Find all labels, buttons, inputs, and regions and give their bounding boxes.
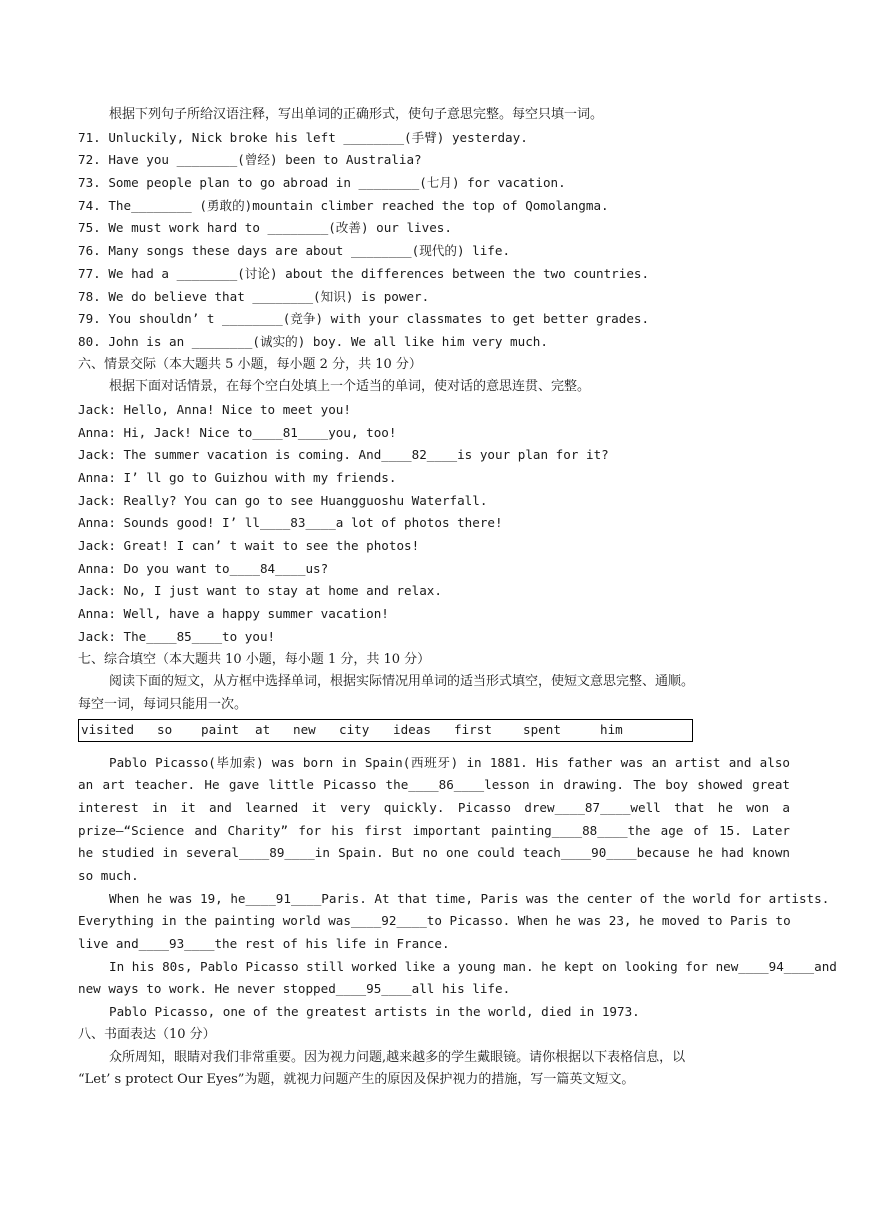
section7-instruction-line2: 每空一词，每词只能用一次。 [78,696,248,712]
vocab-items [78,127,790,354]
word-bank-item: new [293,721,316,737]
passage-line: new ways to work. He never stopped____95____all his life. [78,981,511,997]
section6-heading: 六、情景交际（本大题共 5 小题，每小题 2 分，共 10 分） [78,356,422,372]
passage-line: he studied in several____89____in Spain. But no one could teach____90____because he had known [78,845,790,861]
word-bank-item: visited [81,721,135,737]
word-bank-item: him [600,721,623,737]
passage-line: so much. [78,868,139,883]
section8-prompt-line1: 众所周知，眼睛对我们非常重要。因为视力问题,越来越多的学生戴眼镜。请你根据以下表格信息，以 [109,1049,686,1065]
section6-instruction: 根据下面对话情景，在每个空白处填上一个适当的单词，使对话的意思连贯、完整。 [109,379,591,395]
section8-heading: 八、书面表达（10 分） [78,1026,216,1042]
vocab-item-75: 75. We must work hard to ________(改善) our lives. [78,220,452,236]
section7-instruction-line1: 阅读下面的短文，从方框中选择单词，根据实际情况用单词的适当形式填空，使短文意思完整、通顺。 [109,674,695,690]
passage-paragraph-1 [78,752,790,888]
section5-instruction: 根据下列句子所给汉语注释，写出单词的正确形式，使句子意思完整。每空只填一词。 [109,107,604,122]
passage-line: interest in it and learned it very quickly. Picasso drew____87____well that he won a [78,799,790,815]
dialogue-line: Jack: The summer vacation is coming. And____82____is your plan for it? [78,447,609,463]
passage-line: an art teacher. He gave little Picasso the____86____lesson in drawing. The boy showed great [78,777,790,793]
dialogue-line: Anna: Do you want to____84____us? [78,560,329,576]
vocab-item-76: 76. Many songs these days are about ________(现代的) life. [78,243,511,259]
passage-line: prize—“Science and Charity” for his first important painting____88____the age of 15. Later [78,822,790,838]
vocab-item-79: 79. You shouldn’ t ________(竞争) with your classmates to get better grades. [78,311,650,327]
dialogue-line: Jack: The____85____to you! [78,628,276,644]
dialogue-line: Anna: Hi, Jack! Nice to____81____you, too! [78,424,397,440]
dialogue-line: Jack: Great! I can’ t wait to see the photos! [78,538,420,554]
word-bank-item: so [157,721,173,737]
vocab-item-77: 77. We had a ________(讨论) about the differences between the two countries. [78,265,650,281]
passage-line: Everything in the painting world was____92____to Picasso. When he was 23, he moved to Paris to [78,913,791,929]
section7-heading: 七、综合填空（本大题共 10 小题，每小题 1 分，共 10 分） [78,651,431,667]
section8-prompt-line2: “Let’ s protect Our Eyes”为题，就视力问题产生的原因及保护视力的措施，写一篇英文短文。 [78,1072,635,1088]
vocab-item-73: 73. Some people plan to go abroad in ________(七月) for vacation. [78,175,566,191]
word-bank-item: first [454,721,492,737]
dialogue-line: Anna: Sounds good! I’ ll____83____a lot of photos there! [78,515,503,531]
vocab-item-72: 72. Have you ________(曾经) been to Australia? [78,152,422,168]
dialogue-line: Anna: Well, have a happy summer vacation! [78,606,389,622]
dialogue-line: Jack: Really? You can go to see Huangguoshu Waterfall. [78,492,488,508]
passage-line: Pablo Picasso(毕加索) was born in Spain(西班牙) in 1881. His father was an artist and also [109,754,790,770]
vocab-item-78: 78. We do believe that ________(知识) is power. [78,288,430,304]
dialogue-line: Anna: I’ ll go to Guizhou with my friends. [78,470,397,485]
word-bank-item: ideas [393,721,431,737]
passage-paragraph-4: Pablo Picasso, one of the greatest artists in the world, died in 1973. [109,1004,640,1020]
passage-line: When he was 19, he____91____Paris. At that time, Paris was the center of the world for artists. [109,890,830,906]
vocab-item-80: 80. John is an ________(诚实的) boy. We all like him very much. [78,333,548,349]
passage-paragraph-3 [78,956,837,1001]
word-bank-item: spent [523,721,561,737]
passage-line: live and____93____the rest of his life in France. [78,936,450,952]
word-bank-item: paint [201,721,239,737]
vocab-item-71: 71. Unluckily, Nick broke his left ________(手臂) yesterday. [78,129,528,145]
dialogue [78,399,790,649]
word-bank-item: city [339,721,370,737]
dialogue-line: Jack: No, I just want to stay at home and relax. [78,583,442,599]
dialogue-line: Jack: Hello, Anna! Nice to meet you! [78,401,351,417]
passage-line: In his 80s, Pablo Picasso still worked like a young man. he kept on looking for new____94____and [109,958,837,974]
vocab-item-74: 74. The________ (勇敢的)mountain climber reached the top of Qomolangma. [78,197,609,213]
word-bank-item: at [255,721,271,737]
word-bank-box [78,719,693,742]
exam-page [78,104,837,1092]
passage-paragraph-2 [78,888,830,956]
